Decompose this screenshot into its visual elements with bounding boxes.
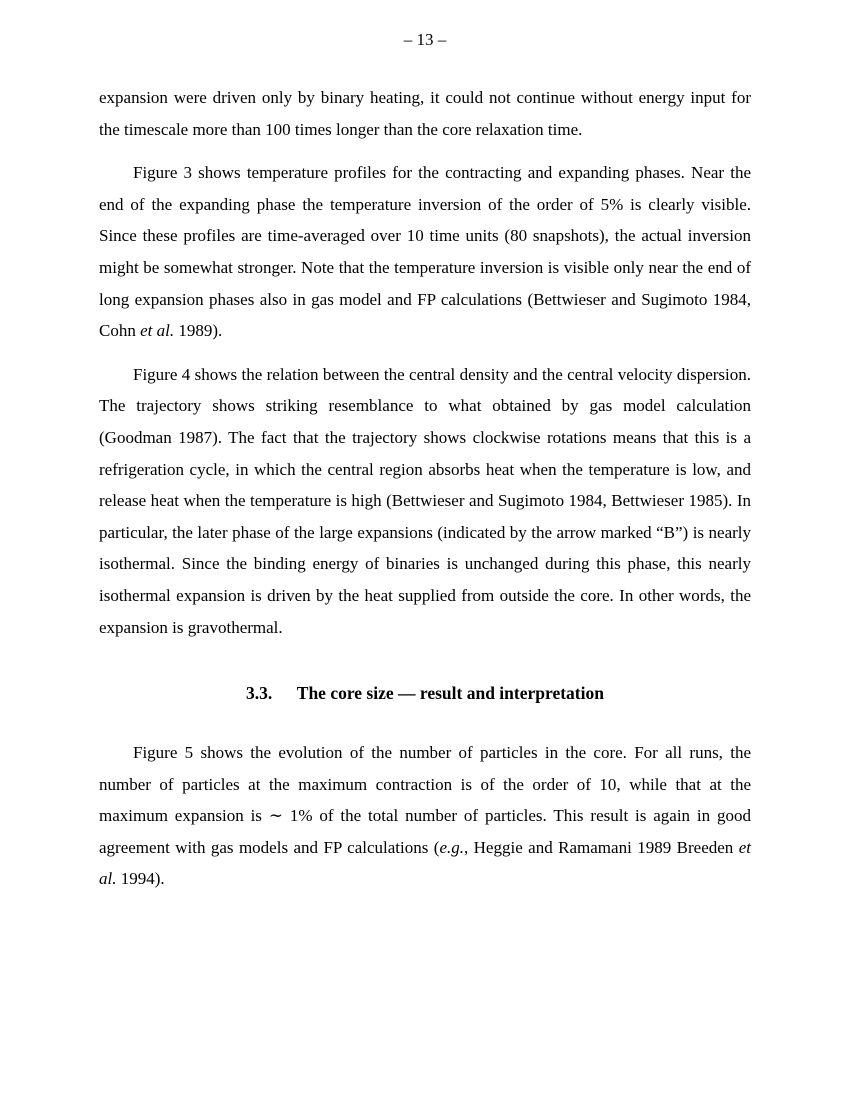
paragraph-figure-4 <box>99 359 751 643</box>
paragraph-continuation <box>99 82 751 145</box>
section-heading <box>99 683 751 703</box>
section-title: The core size — result and interpretation <box>296 683 604 704</box>
italic-text-run: et al. <box>99 837 751 889</box>
body-text-run: expansion were driven only by binary heating, it could not continue without energy input for the timescale more than 100 times longer than the core relaxation time. <box>99 88 751 139</box>
italic-text-run: e.g. <box>439 837 464 857</box>
paragraph-figure-5 <box>99 737 751 895</box>
body-text-run: 1994). <box>116 869 165 889</box>
body-text-run: 1989). <box>174 321 223 341</box>
page-number: – 13 – <box>403 30 447 49</box>
body-text-run: Figure 5 shows the evolution of the number of particles in the core. For all runs, the number of particles at the maximum contraction is of the order of 10, while that at the maximum expansion is ∼ 1% of the total number of particles. This result is again in good agreement with gas models and FP calculations ( <box>99 743 751 857</box>
body-text-run: , Heggie and Ramamani 1989 Breeden <box>463 837 739 857</box>
paragraph-figure-3 <box>99 157 751 347</box>
body-text-run: Figure 3 shows temperature profiles for the contracting and expanding phases. Near the end of the expanding phase the temperature inversion of the order of 5% is clearly visible. Since these profiles are time-averaged over 10 time units (80 snapshots), the actual inversion might be somewhat stronger. Note that the temperature inversion is visible only near the end of long expansion phases also in gas model and FP calculations (Bettwieser and Sugimoto 1984, Cohn <box>99 163 751 341</box>
body-text-run: Figure 4 shows the relation between the central density and the central velocity dispersion. The trajectory shows striking resemblance to what obtained by gas model calculation (Goodman 1987). The fact that the trajectory shows clockwise rotations means that this is a refrigeration cycle, in which the central region absorbs heat when the temperature is low, and release heat when the temperature is high (Bettwieser and Sugimoto 1984, Bettwieser 1985). In particular, the later phase of the large expansions (indicated by the arrow marked “B”) is nearly isothermal. Since the binding energy of binaries is unchanged during this phase, this nearly isothermal expansion is driven by the heat supplied from outside the core. In other words, the expansion is gravothermal. <box>99 364 751 637</box>
italic-text-run: et al. <box>140 321 175 341</box>
section-number: 3.3. <box>246 683 273 704</box>
